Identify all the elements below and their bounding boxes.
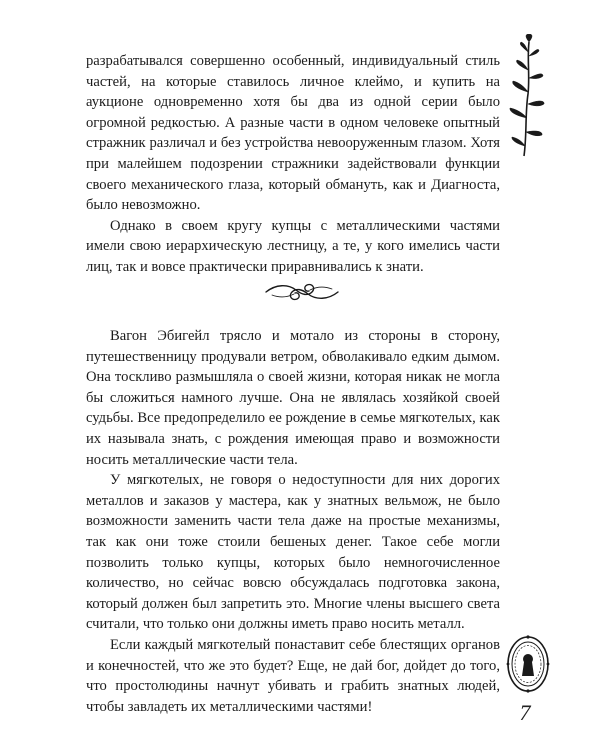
keyhole-medallion-icon [505,634,551,694]
paragraph: Однако в своем кругу купцы с металлическими частями имели свою иерархическую лестницу, а те, у кого имелись части лиц, так и вовсе практически приравнивались к знати. [86,217,500,275]
flower-sprig-icon [503,34,549,158]
paragraph: Если каждый мягкотелый понаставит себе блестящих органов и конечностей, что же это будет? Еще, не дай бог, дойдет до того, что простолюдины начнут убивать и грабить знатных людей, чтобы завладеть их металлическими частями! [86,636,500,715]
swirl-divider-icon [262,272,342,312]
text-section-1 [86,51,500,278]
page-number: 7 [519,700,531,725]
text-section-2 [86,326,500,717]
paragraph: У мягкотелых, не говоря о недоступности для них дорогих металлов и заказов у мастера, как у знатных вельмож, не было возможности заменить части тела даже на простые механизмы, так как они тоже стоили бешеных денег. Такое себе могли позволить только купцы, которых было немногочисленное количество, но сейчас вовсю обсуждалась подготовка закона, который должен был запретить это. Многие члены высшего света считали, что только они должны иметь право носить металл. [86,472,500,633]
paragraph: разрабатывался совершенно особенный, индивидуальный стиль частей, на которые ставилось личное клеймо, и купить на аукционе одновременно хотя бы два из одной серии было огромной редкостью. А разные части в одном человеке опытный стражник различал и без устройства невооруженным глазом. Хотя при малейшем подозрении стражники задействовали функции своего механического глаза, который обмануть, как и Диагноста, было невозможно. [86,53,500,214]
paragraph: Вагон Эбигейл трясло и мотало из стороны в сторону, путешественницу продували ветром, обволакивало едким дымом. Она тоскливо размышляла о своей жизни, которая никак не могла бы сложиться намного лучше. Она не являлась хозяйкой своей судьбы. Все предопределило ее рождение в семье мягкотелых, как их называла знать, с рождения имеющая право и возможности носить металлические части тела. [86,328,500,468]
